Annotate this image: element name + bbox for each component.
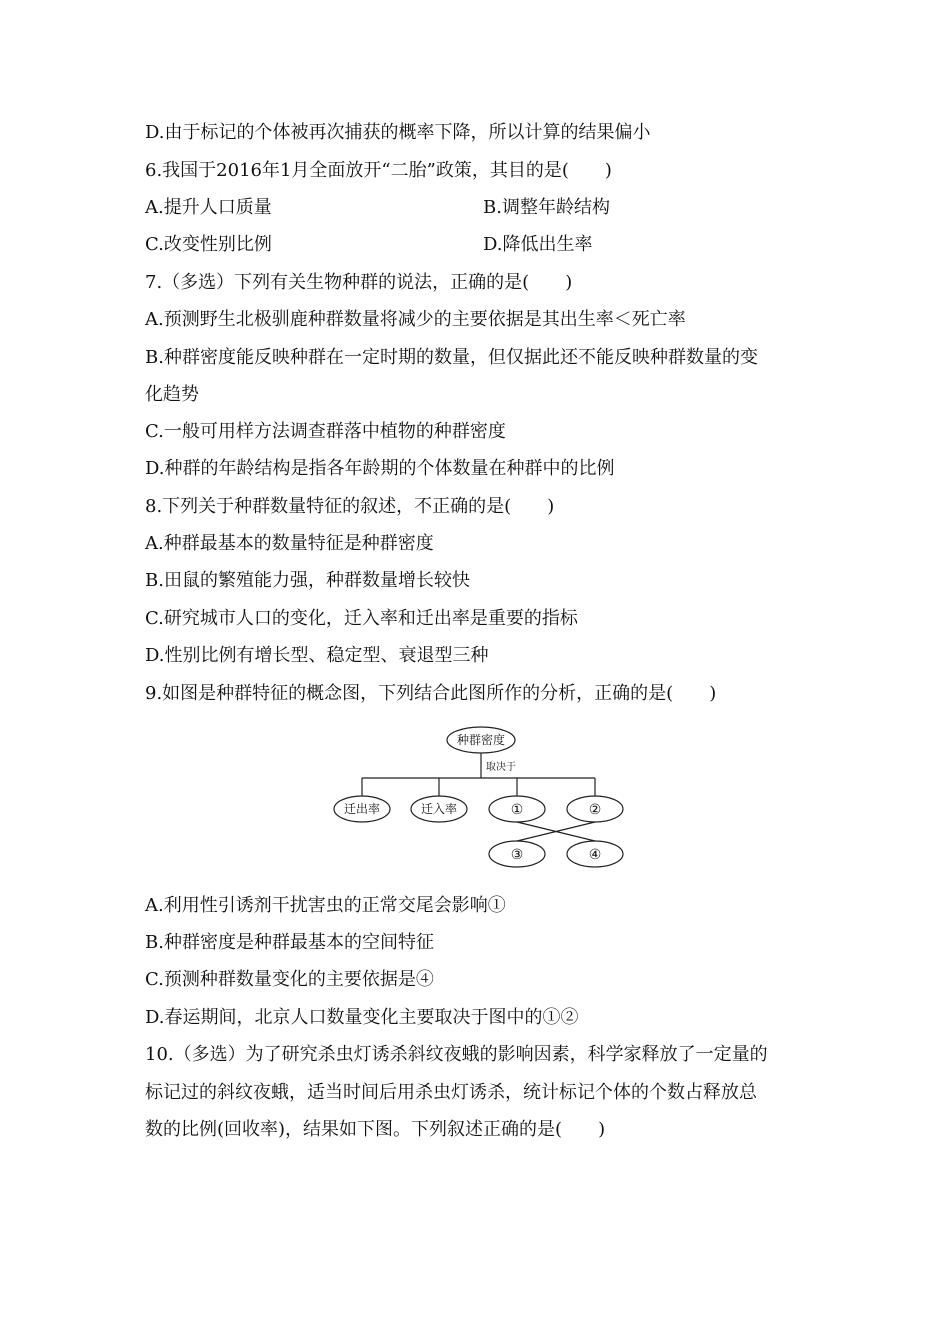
q10-stem-line1: 10.（多选）为了研究杀虫灯诱杀斜纹夜蛾的影响因素，科学家释放了一定量的: [145, 1044, 768, 1065]
q8-stem: 8.下列关于种群数量特征的叙述，不正确的是( ): [145, 496, 555, 517]
q5-option-d: D.由于标记的个体被再次捕获的概率下降，所以计算的结果偏小: [145, 122, 651, 143]
q9-option-d: D.春运期间，北京人口数量变化主要取决于图中的①②: [145, 1007, 579, 1028]
q10-stem-line2: 标记过的斜纹夜蛾，适当时间后用杀虫灯诱杀，统计标记个体的个数占释放总: [145, 1082, 757, 1103]
q6-option-b: B.调整年龄结构: [483, 197, 610, 218]
q9-option-c: C.预测种群数量变化的主要依据是④: [145, 969, 434, 990]
q7-option-b-cont: 化趋势: [145, 384, 199, 405]
q9-stem: 9.如图是种群特征的概念图，下列结合此图所作的分析，正确的是( ): [145, 683, 717, 704]
diagram-label-1: ①: [510, 802, 524, 818]
q8-option-b: B.田鼠的繁殖能力强，种群数量增长较快: [145, 570, 470, 591]
q8-option-a: A.种群最基本的数量特征是种群密度: [145, 533, 434, 554]
q7-option-a: A.预测野生北极驯鹿种群数量将减少的主要依据是其出生率＜死亡率: [145, 309, 686, 330]
q9-option-a: A.利用性引诱剂干扰害虫的正常交尾会影响①: [145, 895, 506, 916]
diagram-label-2: ②: [588, 802, 602, 818]
q6-stem: 6.我国于2016年1月全面放开“二胎”政策，其目的是( ): [145, 160, 612, 181]
q7-option-b: B.种群密度能反映种群在一定时期的数量，但仅据此还不能反映种群数量的变: [145, 347, 758, 368]
diagram-label-connector: 取决于: [486, 762, 516, 773]
diagram-label-3: ③: [510, 847, 524, 863]
population-concept-diagram: [325, 723, 635, 871]
q8-option-d: D.性别比例有增长型、稳定型、衰退型三种: [145, 645, 489, 666]
q7-option-d: D.种群的年龄结构是指各年龄期的个体数量在种群中的比例: [145, 458, 615, 479]
diagram-label-immigration: 迁入率: [420, 802, 458, 816]
q6-option-a: A.提升人口质量: [145, 197, 272, 218]
diagram-label-4: ④: [588, 847, 602, 863]
q9-option-b: B.种群密度是种群最基本的空间特征: [145, 932, 434, 953]
q6-option-d: D.降低出生率: [483, 234, 593, 255]
q8-option-c: C.研究城市人口的变化，迁入率和迁出率是重要的指标: [145, 608, 578, 629]
q6-option-c: C.改变性别比例: [145, 234, 272, 255]
diagram-label-density: 种群密度: [456, 733, 506, 747]
q7-stem: 7.（多选）下列有关生物种群的说法，正确的是( ): [145, 272, 573, 293]
q7-option-c: C.一般可用样方法调查群落中植物的种群密度: [145, 421, 506, 442]
q10-stem-line3: 数的比例(回收率)，结果如下图。下列叙述正确的是( ): [145, 1119, 606, 1140]
diagram-label-emigration: 迁出率: [343, 802, 381, 816]
